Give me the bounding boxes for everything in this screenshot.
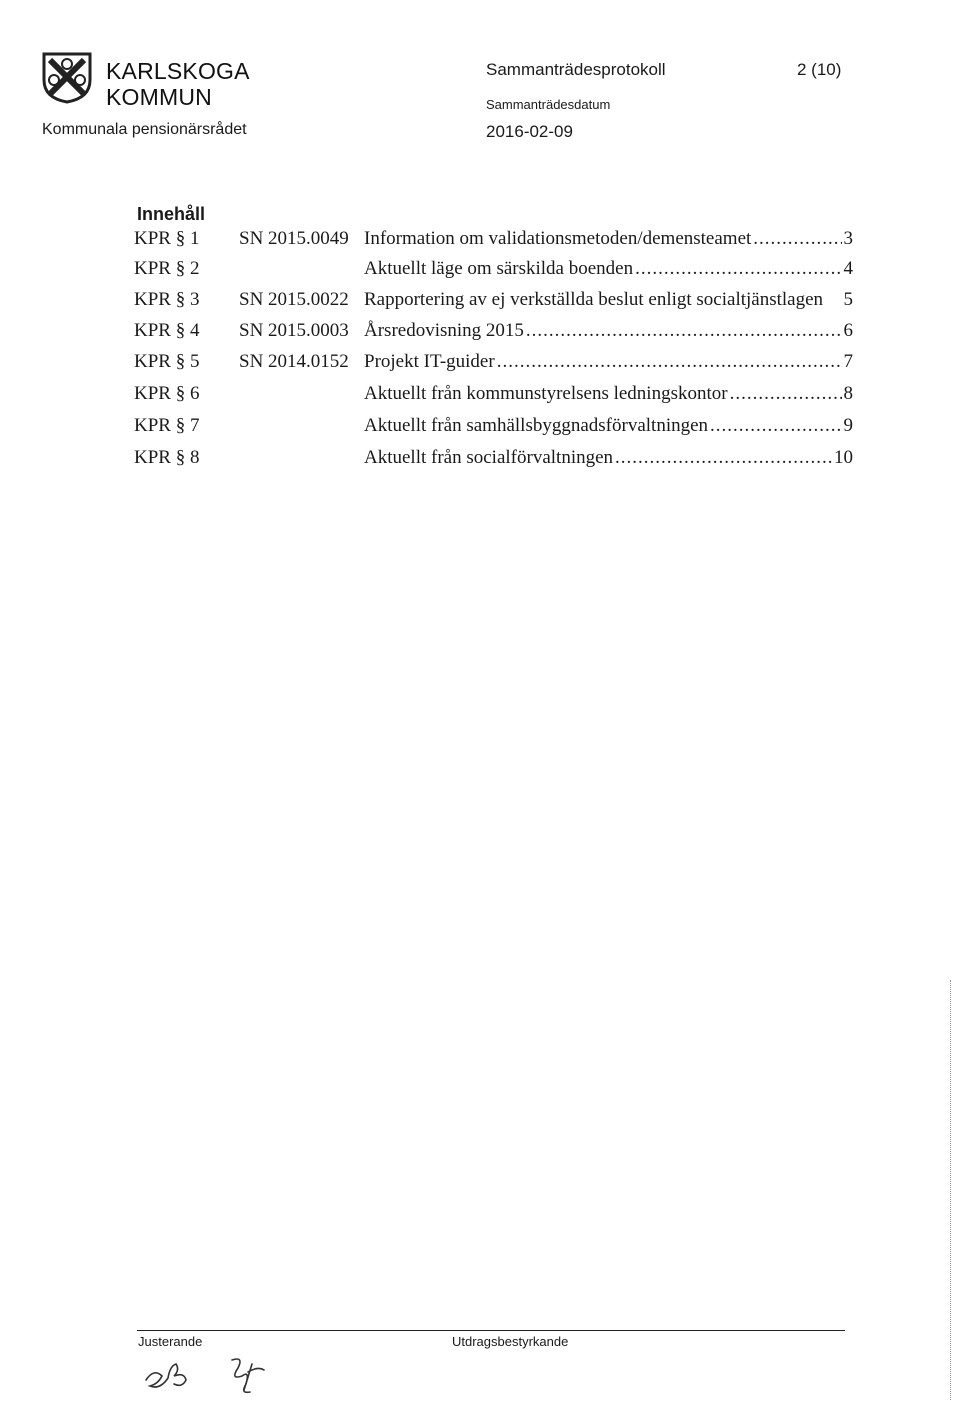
toc-title: Rapportering av ej verkställda beslut enligt socialtjänstlagen: [364, 289, 824, 310]
toc-case-number: SN 2015.0049: [239, 228, 349, 249]
toc-page: 4: [843, 258, 853, 279]
toc-section-number: KPR § 8: [134, 447, 200, 468]
toc-title: Aktuellt från socialförvaltningen: [364, 447, 614, 468]
toc-page: 7: [843, 351, 853, 372]
toc-title: Aktuellt läge om särskilda boenden: [364, 258, 634, 279]
toc-entry: [364, 228, 853, 250]
dot-leader: [730, 383, 842, 405]
toc-heading: Innehåll: [137, 204, 206, 224]
page-number: 2 (10): [797, 60, 842, 79]
toc-title: Projekt IT-guider: [364, 351, 495, 372]
toc-title: Aktuellt från samhällsbyggnadsförvaltningen: [364, 415, 709, 436]
toc-entry: [364, 320, 853, 342]
dot-leader: [526, 320, 842, 342]
toc-section-number: KPR § 6: [134, 383, 200, 404]
meeting-date-label: Sammanträdesdatum: [486, 97, 611, 112]
toc-title: Årsredovisning 2015: [364, 320, 524, 341]
toc-row: [0, 258, 960, 288]
toc-entry: [364, 351, 853, 373]
toc-page: 10: [834, 447, 853, 468]
toc-row: [0, 320, 960, 350]
toc-section-number: KPR § 5: [134, 351, 200, 372]
toc-title: Aktuellt från kommunstyrelsens ledningskontor: [364, 383, 728, 404]
toc-row: [0, 383, 960, 413]
dot-leader: [615, 447, 832, 469]
toc-section-number: KPR § 2: [134, 258, 200, 279]
karlskoga-coat-of-arms-logo: [40, 50, 94, 104]
footer-rule: [137, 1330, 845, 1331]
toc-case-number: SN 2015.0003: [239, 320, 349, 341]
toc-section-number: KPR § 3: [134, 289, 200, 310]
toc-page: 9: [843, 415, 853, 436]
toc-section-number: KPR § 1: [134, 228, 200, 249]
toc-page: 5: [843, 289, 853, 310]
org-name-line2: KOMMUN: [106, 84, 212, 110]
dot-leader: [497, 351, 842, 373]
toc-page: 3: [843, 228, 853, 249]
handwritten-initials-signature: [140, 1350, 320, 1398]
toc-entry: [364, 415, 853, 437]
toc-row: [0, 447, 960, 477]
toc-section-number: KPR § 4: [134, 320, 200, 341]
toc-entry: [364, 447, 853, 469]
toc-page: 8: [843, 383, 853, 404]
dot-leader: [710, 415, 841, 437]
toc-entry: [364, 383, 853, 405]
scan-margin-line: [950, 980, 951, 1400]
toc-entry: [364, 289, 853, 311]
certification-label: Utdragsbestyrkande: [452, 1334, 569, 1349]
toc-section-number: KPR § 7: [134, 415, 200, 436]
dot-leader: [753, 228, 841, 250]
toc-title: Information om validationsmetoden/demensteamet: [364, 228, 752, 249]
toc-case-number: SN 2014.0152: [239, 351, 349, 372]
dot-leader: [635, 258, 841, 280]
toc-row: [0, 415, 960, 445]
toc-page: 6: [843, 320, 853, 341]
toc-row: [0, 289, 960, 319]
toc-case-number: SN 2015.0022: [239, 289, 349, 310]
org-name-line1: KARLSKOGA: [106, 58, 250, 84]
document-type: Sammanträdesprotokoll: [486, 60, 666, 79]
toc-entry: [364, 258, 853, 280]
toc-row: [0, 351, 960, 381]
committee-name: Kommunala pensionärsrådet: [42, 121, 247, 138]
toc-row: [0, 228, 960, 258]
adjuster-label: Justerande: [138, 1334, 203, 1349]
meeting-date: 2016-02-09: [486, 122, 573, 141]
